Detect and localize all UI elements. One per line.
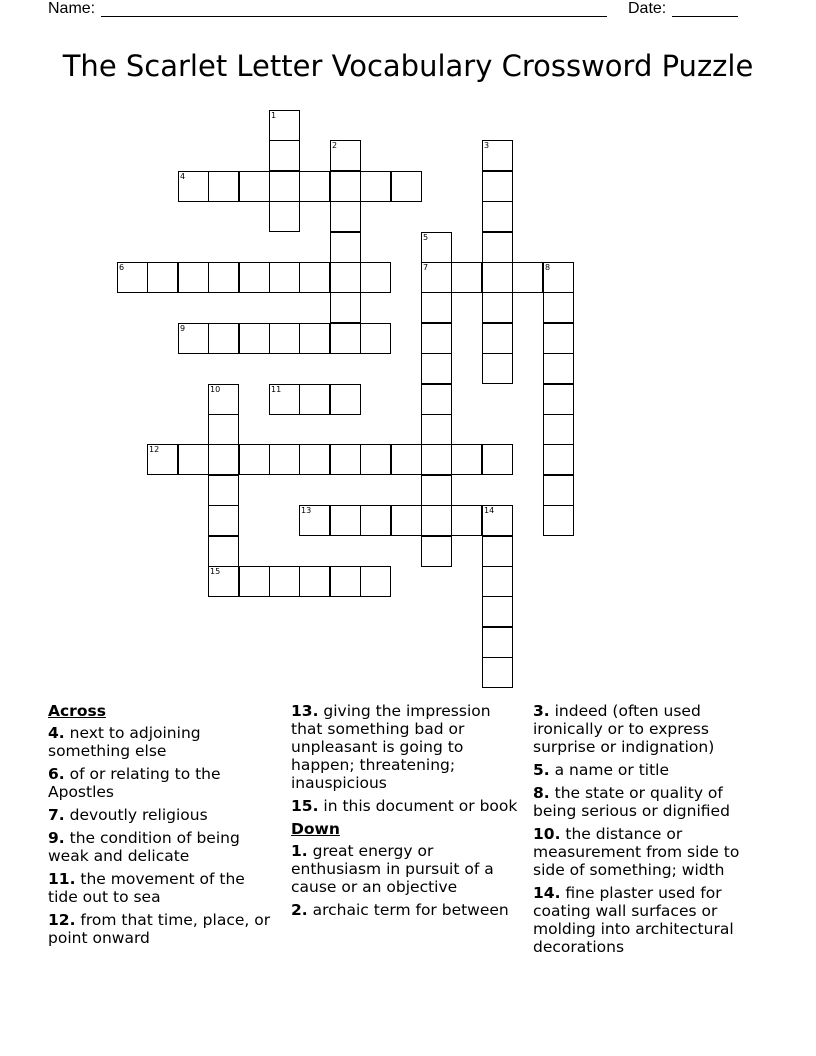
crossword-cell[interactable] (299, 171, 330, 202)
crossword-cell[interactable] (482, 657, 513, 688)
date-label: Date: (628, 0, 667, 17)
clue-down-8 (533, 784, 763, 820)
crossword-cell[interactable] (360, 171, 391, 202)
crossword-cell[interactable] (208, 384, 239, 415)
crossword-cell[interactable] (269, 384, 300, 415)
clue-text: archaic term for between (312, 901, 509, 919)
cell-number: 14 (484, 506, 495, 515)
clue-text: the movement of the tide out to sea (48, 870, 245, 906)
clue-number: 2. (291, 901, 308, 919)
crossword-cell[interactable] (330, 232, 361, 263)
crossword-cell[interactable] (543, 262, 574, 293)
crossword-cell[interactable] (421, 536, 452, 567)
crossword-cell[interactable] (391, 505, 422, 536)
cell-number: 4 (180, 172, 186, 181)
crossword-cell[interactable] (208, 323, 239, 354)
clue-across-9 (48, 829, 276, 865)
clue-down-3 (533, 702, 763, 756)
crossword-cell[interactable] (269, 262, 300, 293)
crossword-cell[interactable] (178, 171, 209, 202)
crossword-cell[interactable] (299, 566, 330, 597)
crossword-cell[interactable] (330, 566, 361, 597)
crossword-cell[interactable] (421, 292, 452, 323)
clue-text: devoutly religious (69, 806, 208, 824)
clue-number: 12. (48, 911, 76, 929)
clue-text: great energy or enthusiasm in pursuit of a cause or an objective (291, 842, 494, 896)
crossword-cell[interactable] (482, 323, 513, 354)
clue-across-7 (48, 806, 276, 824)
cell-number: 3 (484, 141, 490, 150)
crossword-cell[interactable] (299, 262, 330, 293)
crossword-cell[interactable] (239, 444, 270, 475)
crossword-cell[interactable] (208, 444, 239, 475)
clue-number: 14. (533, 884, 561, 902)
crossword-cell[interactable] (482, 566, 513, 597)
crossword-cell[interactable] (269, 171, 300, 202)
crossword-cell[interactable] (269, 566, 300, 597)
crossword-cell[interactable] (482, 292, 513, 323)
crossword-cell[interactable] (543, 292, 574, 323)
crossword-cell[interactable] (208, 262, 239, 293)
cell-number: 13 (301, 506, 312, 515)
crossword-cell[interactable] (208, 536, 239, 567)
clue-text: the distance or measurement from side to side of something; width (533, 825, 740, 879)
clue-number: 13. (291, 702, 319, 720)
clue-text: next to adjoining something else (48, 724, 201, 760)
crossword-cell[interactable] (421, 505, 452, 536)
clue-text: from that time, place, or point onward (48, 911, 271, 947)
clue-number: 4. (48, 724, 65, 742)
crossword-cell[interactable] (543, 444, 574, 475)
clues-column-2 (291, 702, 519, 924)
clue-number: 7. (48, 806, 65, 824)
crossword-cell[interactable] (239, 323, 270, 354)
crossword-cell[interactable] (208, 505, 239, 536)
crossword-cell[interactable] (482, 201, 513, 232)
crossword-cell[interactable] (330, 505, 361, 536)
clue-across-15 (291, 797, 519, 815)
crossword-cell[interactable] (482, 232, 513, 263)
crossword-cell[interactable] (147, 444, 178, 475)
clue-text: of or relating to the Apostles (48, 765, 221, 801)
cell-number: 7 (423, 263, 429, 272)
name-label: Name: (48, 0, 96, 17)
crossword-cell[interactable] (330, 262, 361, 293)
crossword-cell[interactable] (299, 323, 330, 354)
down-heading: Down (291, 820, 340, 838)
crossword-cell[interactable] (178, 262, 209, 293)
clue-number: 1. (291, 842, 308, 860)
crossword-cell[interactable] (360, 444, 391, 475)
cell-number: 10 (210, 385, 221, 394)
crossword-cell[interactable] (330, 201, 361, 232)
crossword-cell[interactable] (391, 444, 422, 475)
clue-across-13 (291, 702, 519, 792)
crossword-cell[interactable] (482, 444, 513, 475)
clue-down-10 (533, 825, 763, 879)
clue-down-5 (533, 761, 763, 779)
crossword-cell[interactable] (330, 384, 361, 415)
crossword-cell[interactable] (543, 323, 574, 354)
clue-text: the state or quality of being serious or dignified (533, 784, 730, 820)
crossword-cell[interactable] (543, 384, 574, 415)
crossword-cell[interactable] (421, 262, 452, 293)
crossword-cell[interactable] (482, 596, 513, 627)
crossword-cell[interactable] (239, 171, 270, 202)
cell-number: 5 (423, 233, 429, 242)
crossword-cell[interactable] (330, 444, 361, 475)
clue-down-2 (291, 901, 519, 919)
crossword-cell[interactable] (360, 323, 391, 354)
cell-number: 15 (210, 567, 221, 576)
crossword-cell[interactable] (208, 414, 239, 445)
crossword-cell[interactable] (299, 505, 330, 536)
clues-column-3 (533, 702, 763, 961)
clue-text: giving the impression that something bad or unpleasant is going to happen; threatening; inauspicious (291, 702, 491, 792)
clue-number: 9. (48, 829, 65, 847)
clue-text: the condition of being weak and delicate (48, 829, 240, 865)
crossword-cell[interactable] (543, 414, 574, 445)
crossword-cell[interactable] (208, 171, 239, 202)
clue-text: a name or title (554, 761, 670, 779)
crossword-cell[interactable] (330, 292, 361, 323)
cell-number: 11 (271, 385, 282, 394)
crossword-cell[interactable] (330, 140, 361, 171)
crossword-cell[interactable] (147, 262, 178, 293)
page-title: The Scarlet Letter Vocabulary Crossword Puzzle (62, 49, 754, 83)
crossword-cell[interactable] (208, 566, 239, 597)
cell-number: 9 (180, 324, 186, 333)
crossword-cell[interactable] (482, 505, 513, 536)
cell-number: 8 (545, 263, 551, 272)
clue-down-1 (291, 842, 519, 896)
clue-text: indeed (often used ironically or to express surprise or indignation) (533, 702, 715, 756)
crossword-cell[interactable] (482, 262, 513, 293)
crossword-cell[interactable] (482, 627, 513, 658)
clues-column-1 (48, 702, 276, 952)
crossword-cell[interactable] (543, 353, 574, 384)
crossword-cell[interactable] (117, 262, 148, 293)
crossword-cell[interactable] (482, 536, 513, 567)
crossword-cell[interactable] (451, 444, 482, 475)
crossword-cell[interactable] (239, 566, 270, 597)
crossword-cell[interactable] (482, 171, 513, 202)
crossword-cell[interactable] (451, 262, 482, 293)
crossword-cell[interactable] (421, 384, 452, 415)
clue-number: 3. (533, 702, 550, 720)
crossword-cell[interactable] (421, 323, 452, 354)
crossword-cell[interactable] (421, 414, 452, 445)
crossword-cell[interactable] (299, 384, 330, 415)
crossword-cell[interactable] (178, 444, 209, 475)
crossword-cell[interactable] (178, 323, 209, 354)
clue-number: 10. (533, 825, 561, 843)
cell-number: 1 (271, 111, 277, 120)
clue-across-12 (48, 911, 276, 947)
crossword-cell[interactable] (543, 475, 574, 506)
clue-number: 8. (533, 784, 550, 802)
across-heading: Across (48, 702, 106, 720)
clue-across-4 (48, 724, 276, 760)
crossword-cell[interactable] (360, 262, 391, 293)
crossword-cell[interactable] (360, 505, 391, 536)
crossword-cell[interactable] (421, 444, 452, 475)
crossword-cell[interactable] (543, 505, 574, 536)
crossword-cell[interactable] (512, 262, 543, 293)
clue-number: 5. (533, 761, 550, 779)
clue-number: 11. (48, 870, 76, 888)
crossword-cell[interactable] (421, 353, 452, 384)
cell-number: 2 (332, 141, 338, 150)
clue-number: 6. (48, 765, 65, 783)
clue-text: fine plaster used for coating wall surfaces or molding into architectural decorations (533, 884, 734, 956)
crossword-cell[interactable] (299, 444, 330, 475)
crossword-cell[interactable] (269, 110, 300, 141)
crossword-cell[interactable] (330, 323, 361, 354)
clue-down-14 (533, 884, 763, 956)
clue-text: in this document or book (323, 797, 518, 815)
crossword-cell[interactable] (360, 566, 391, 597)
crossword-cell[interactable] (421, 475, 452, 506)
crossword-cell[interactable] (269, 201, 300, 232)
crossword-cell[interactable] (330, 171, 361, 202)
crossword-cell[interactable] (451, 505, 482, 536)
cell-number: 12 (149, 445, 160, 454)
crossword-cell[interactable] (269, 444, 300, 475)
crossword-cell[interactable] (269, 140, 300, 171)
cell-number: 6 (119, 263, 125, 272)
clue-across-11 (48, 870, 276, 906)
crossword-cell[interactable] (239, 262, 270, 293)
crossword-cell[interactable] (208, 475, 239, 506)
crossword-cell[interactable] (482, 353, 513, 384)
crossword-cell[interactable] (482, 140, 513, 171)
clue-across-6 (48, 765, 276, 801)
crossword-cell[interactable] (269, 323, 300, 354)
clue-number: 15. (291, 797, 319, 815)
crossword-cell[interactable] (391, 171, 422, 202)
crossword-cell[interactable] (421, 232, 452, 263)
